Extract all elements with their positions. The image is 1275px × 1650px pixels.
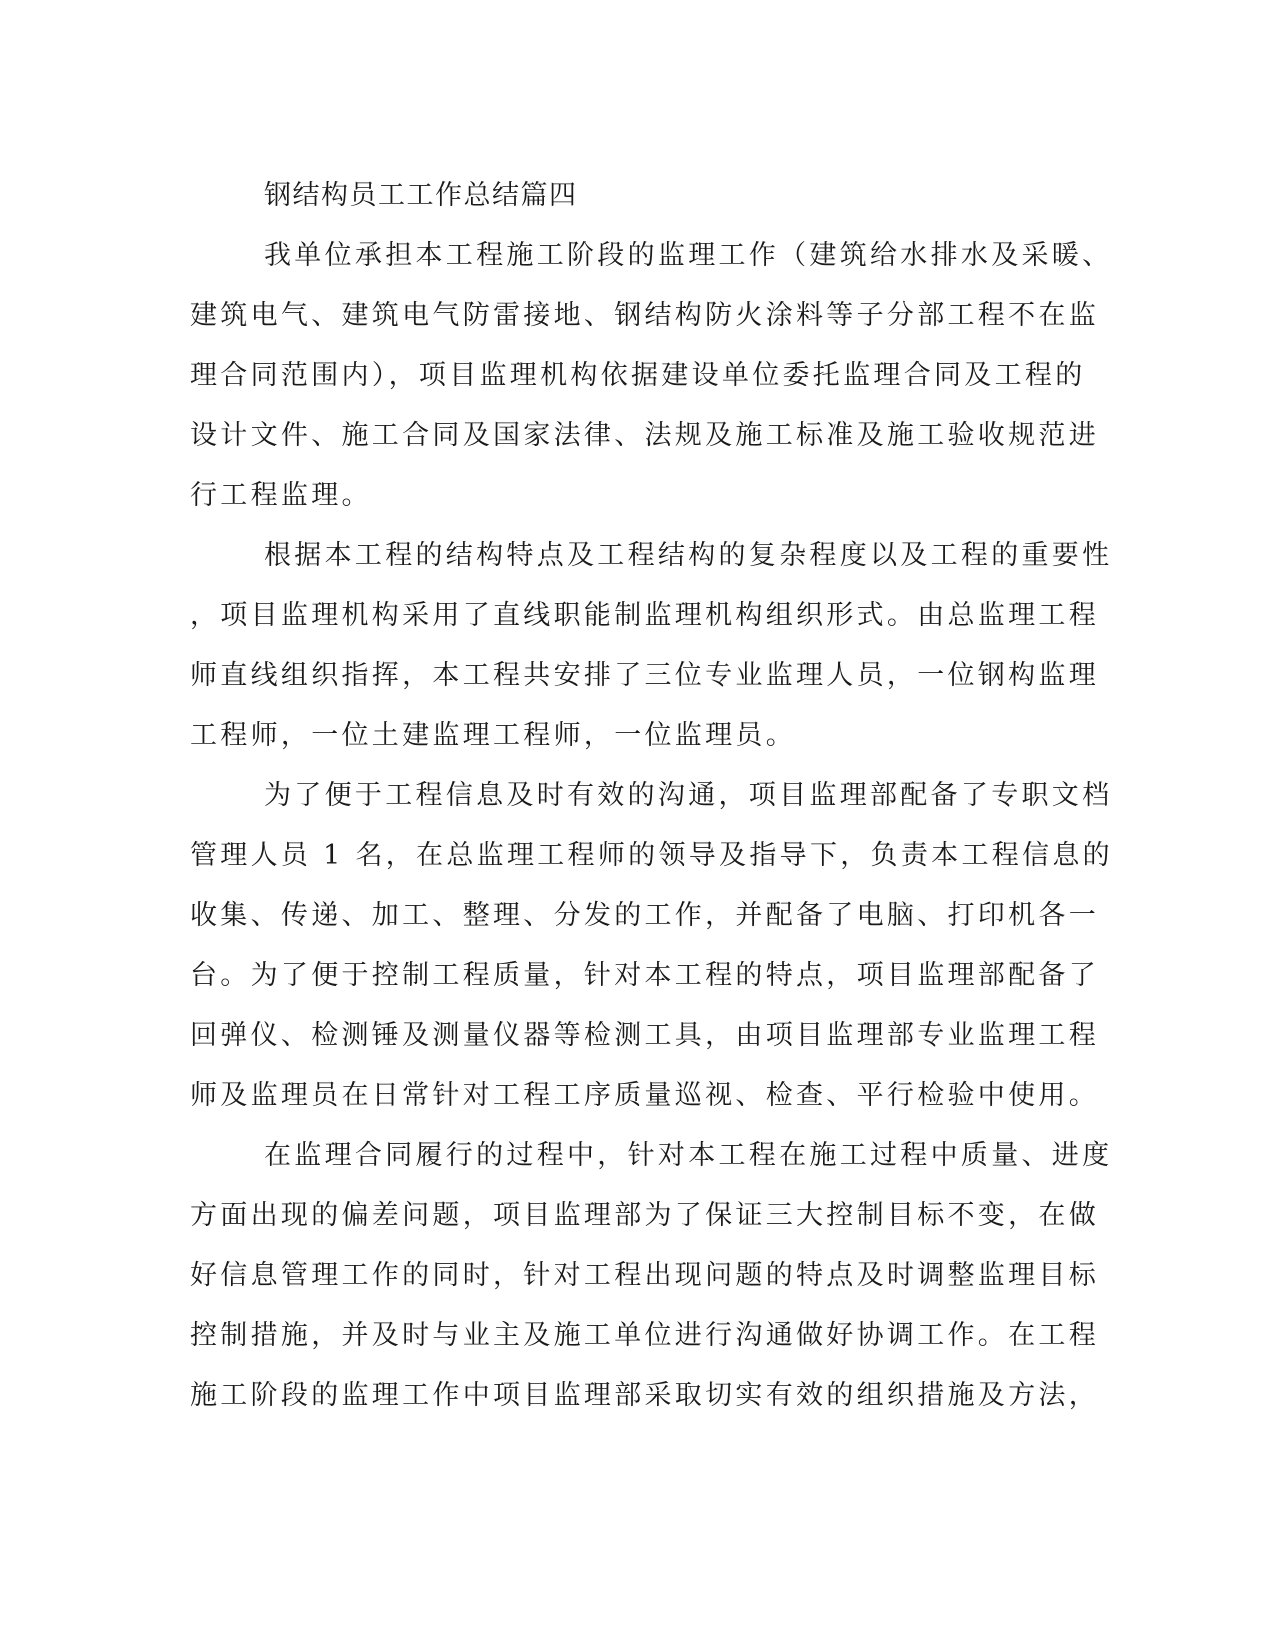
document-body (190, 166, 1113, 1426)
paragraph-2-line-2: ，项目监理机构采用了直线职能制监理机构组织形式。由总监理工程 (190, 600, 1099, 631)
paragraph-1-line-5: 行工程监理。 (190, 480, 372, 511)
paragraph-1-line-2: 建筑电气、建筑电气防雷接地、钢结构防火涂料等子分部工程不在监 (190, 300, 1099, 331)
paragraph-3-line-2: 管理人员 1 名，在总监理工程师的领导及指导下，负责本工程信息的 (190, 840, 1113, 871)
paragraph-4-line-3: 好信息管理工作的同时，针对工程出现问题的特点及时调整监理目标 (190, 1260, 1099, 1291)
paragraph-3-line-6: 师及监理员在日常针对工程工序质量巡视、检查、平行检验中使用。 (190, 1080, 1099, 1111)
paragraph-1-line-1: 我单位承担本工程施工阶段的监理工作（建筑给水排水及采暖、 (264, 240, 1113, 271)
paragraph-4-line-1: 在监理合同履行的过程中，针对本工程在施工过程中质量、进度 (264, 1140, 1113, 1171)
paragraph-4-line-5: 施工阶段的监理工作中项目监理部采取切实有效的组织措施及方法， (190, 1380, 1099, 1411)
paragraph-3-line-4: 台。为了便于控制工程质量，针对本工程的特点，项目监理部配备了 (190, 960, 1099, 991)
paragraph-2-line-3: 师直线组织指挥，本工程共安排了三位专业监理人员，一位钢构监理 (190, 660, 1099, 691)
paragraph-4-line-2: 方面出现的偏差问题，项目监理部为了保证三大控制目标不变，在做 (190, 1200, 1099, 1231)
paragraph-1-line-3: 理合同范围内），项目监理机构依据建设单位委托监理合同及工程的 (190, 360, 1086, 391)
paragraph-1-line-4: 设计文件、施工合同及国家法律、法规及施工标准及施工验收规范进 (190, 420, 1099, 451)
paragraph-4-line-4: 控制措施，并及时与业主及施工单位进行沟通做好协调工作。在工程 (190, 1320, 1099, 1351)
document-title: 钢结构员工工作总结篇四 (264, 180, 578, 211)
paragraph-2-line-1: 根据本工程的结构特点及工程结构的复杂程度以及工程的重要性 (264, 540, 1113, 571)
paragraph-3-line-1: 为了便于工程信息及时有效的沟通，项目监理部配备了专职文档 (264, 780, 1113, 811)
paragraph-3-line-5: 回弹仪、检测锤及测量仪器等检测工具，由项目监理部专业监理工程 (190, 1020, 1099, 1051)
paragraph-3-line-3: 收集、传递、加工、整理、分发的工作，并配备了电脑、打印机各一 (190, 900, 1099, 931)
paragraph-2-line-4: 工程师，一位土建监理工程师，一位监理员。 (190, 720, 796, 751)
